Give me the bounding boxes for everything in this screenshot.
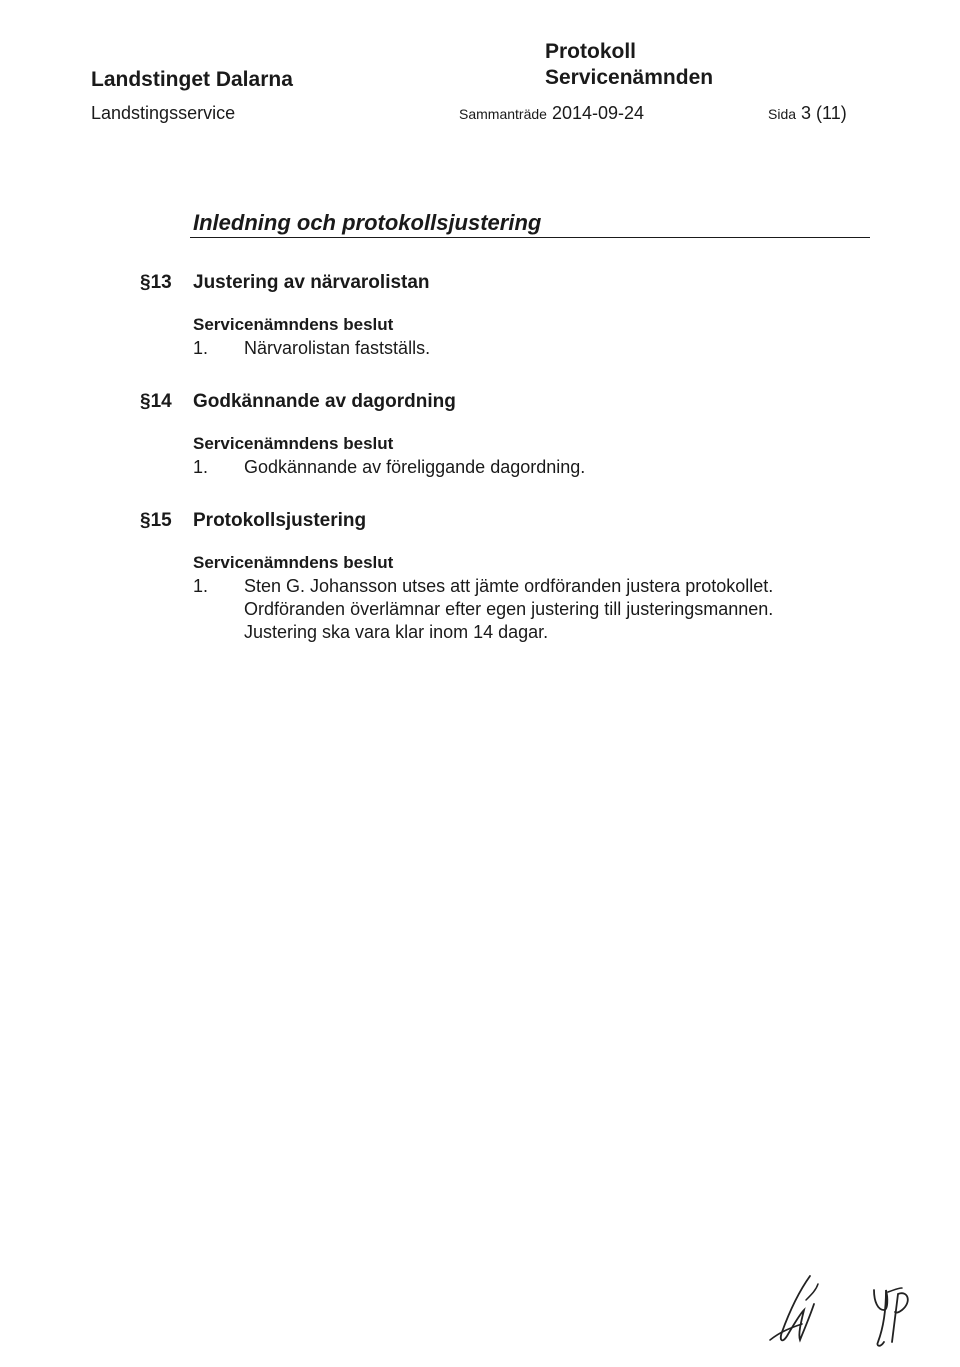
decision-label: Servicenämndens beslut xyxy=(193,553,394,572)
paragraph-title: Godkännande av dagordning xyxy=(193,391,456,412)
organization-name: Landstinget Dalarna xyxy=(91,68,293,91)
paragraph-title: Justering av närvarolistan xyxy=(193,272,430,293)
paragraph-title: Protokollsjustering xyxy=(193,510,367,531)
decision-item-number: 1. xyxy=(193,457,209,477)
document-type: Protokoll xyxy=(545,40,637,63)
decision-item-text: Sten G. Johansson utses att jämte ordföranden justera protokollet. xyxy=(244,576,774,596)
page-value: 3 (11) xyxy=(801,103,847,123)
paragraph-number: §14 xyxy=(140,391,172,412)
paragraph-number: §15 xyxy=(140,510,172,531)
decision-label: Servicenämndens beslut xyxy=(193,434,394,453)
department-name: Landstingsservice xyxy=(91,103,236,123)
meeting-label: Sammanträde xyxy=(459,106,547,122)
signature-initials-right xyxy=(868,1282,918,1352)
signature-initials-left xyxy=(760,1270,830,1355)
decision-item-text: Godkännande av föreliggande dagordning. xyxy=(244,457,586,477)
decision-item-number: 1. xyxy=(193,338,209,358)
section-heading: Inledning och protokollsjustering xyxy=(193,210,542,235)
heading-rule xyxy=(190,237,870,238)
committee-name: Servicenämnden xyxy=(545,66,714,89)
decision-item-number: 1. xyxy=(193,576,209,596)
paragraph-number: §13 xyxy=(140,272,172,293)
page-number xyxy=(768,103,847,124)
decision-item-text: Justering ska vara klar inom 14 dagar. xyxy=(244,622,549,642)
decision-item-text: Ordföranden överlämnar efter egen justering till justeringsmannen. xyxy=(244,599,774,619)
meeting-info xyxy=(459,103,644,124)
meeting-date: 2014-09-24 xyxy=(551,103,645,123)
page-label: Sida xyxy=(768,106,797,122)
decision-item-text: Närvarolistan fastställs. xyxy=(244,338,431,358)
decision-label: Servicenämndens beslut xyxy=(193,315,394,334)
